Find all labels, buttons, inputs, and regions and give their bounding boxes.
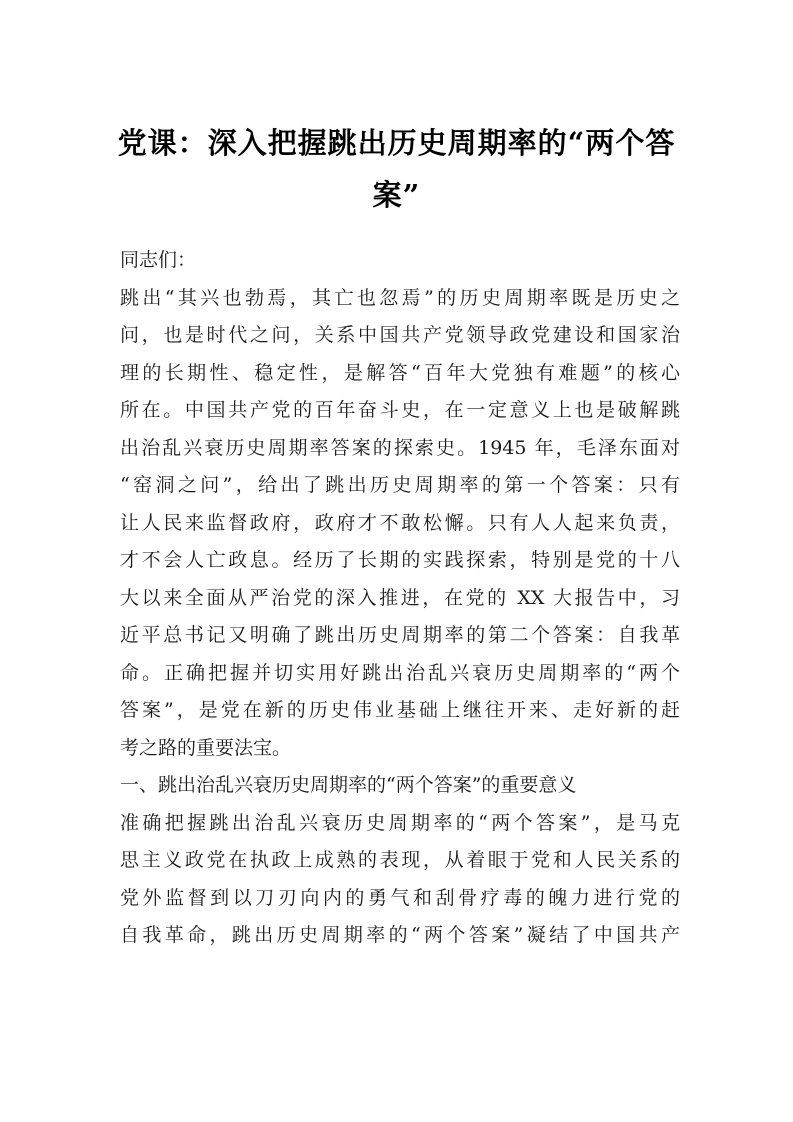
paragraph-line: 自我革命，跳出历史周期率的“两个答案”凝结了中国共产 [120,924,680,946]
paragraph-line: 问，也是时代之问，关系中国共产党领导政党建设和国家治 [120,324,680,346]
paragraph-line: 近平总书记又明确了跳出历史周期率的第二个答案：自我革 [120,624,680,646]
document-body [120,242,680,955]
paragraph-line: 理的长期性、稳定性，是解答“百年大党独有难题”的核心 [120,361,680,384]
greeting: 同志们： [120,249,197,271]
document-title-line-2: 案” [372,178,421,212]
paragraph-line: 出治乱兴衰历史周期率答案的探索史。1945 年，毛泽东面对 [120,436,680,459]
document-title-line-1: 党课：深入把握跳出历史周期率的“两个答 [117,126,676,160]
paragraph-line: 准确把握跳出治乱兴衰历史周期率的“两个答案”，是马克 [120,811,680,834]
paragraph-line: 跳出“其兴也勃焉，其亡也忽焉”的历史周期率既是历史之 [120,286,680,309]
paragraph-line: 所在。中国共产党的百年奋斗史，在一定意义上也是破解跳 [120,399,680,421]
paragraph-line: 让人民来监督政府，政府才不敢松懈。只有人人起来负责， [120,511,680,534]
paragraph-line: “窑洞之问”，给出了跳出历史周期率的第一个答案：只有 [120,474,680,496]
paragraph-line: 答案”，是党在新的历史伟业基础上继往开来、走好新的赶 [120,699,680,721]
paragraph-line: 思主义政党在执政上成熟的表现，从着眼于党和人民关系的 [120,849,680,871]
paragraph-line: 考之路的重要法宝。 [120,736,292,759]
paragraph-line: 命。正确把握并切实用好跳出治乱兴衰历史周期率的“两个 [120,661,680,684]
paragraph-line: 才不会人亡政息。经历了长期的实践探索，特别是党的十八 [120,549,680,571]
section-heading: 一、跳出治乱兴衰历史周期率的“两个答案”的重要意义 [120,774,577,796]
paragraph-line: 大以来全面从严治党的深入推进，在党的 XX 大报告中，习 [120,586,680,609]
paragraph-line: 党外监督到以刀刃向内的勇气和刮骨疗毒的魄力进行党的 [120,886,680,909]
